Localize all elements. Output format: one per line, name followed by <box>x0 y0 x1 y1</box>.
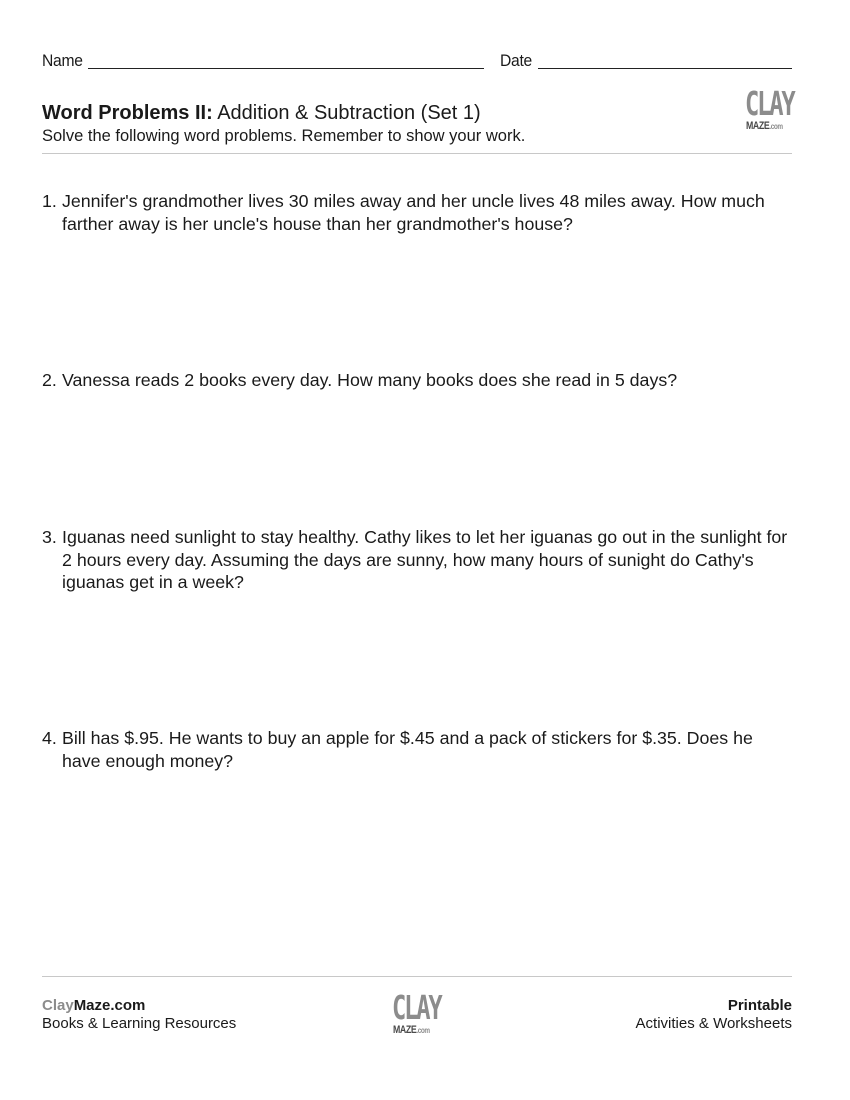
name-label: Name <box>42 51 83 70</box>
brand-clay: Clay <box>42 997 74 1014</box>
footer-left <box>42 997 236 1033</box>
date-label: Date <box>500 51 532 70</box>
question-item <box>42 369 794 392</box>
logo-suffix: .com <box>769 122 783 131</box>
logo-suffix: .com <box>416 1026 430 1035</box>
question-number: 4. <box>42 728 57 748</box>
question-number: 2. <box>42 370 57 390</box>
footer-divider <box>42 976 792 977</box>
question-text: Bill has $.95. He wants to buy an apple for $.45 and a pack of stickers for $.35. Does he have enough money? <box>62 728 753 771</box>
claymaze-logo <box>745 84 794 133</box>
name-date-row <box>42 50 792 72</box>
footer-logo <box>392 988 441 1037</box>
logo-maze-text: MAZE.com <box>746 120 783 132</box>
instructions: Solve the following word problems. Remember to show your work. <box>42 127 526 145</box>
question-item <box>42 727 794 772</box>
brand-maze: Maze.com <box>73 997 146 1014</box>
title-rest: Addition & Subtraction (Set 1) <box>212 102 481 124</box>
footer-tagline: Books & Learning Resources <box>42 1015 237 1032</box>
footer-activities: Activities & Worksheets <box>635 1015 792 1032</box>
question-text: Jennifer's grandmother lives 30 miles away and her uncle lives 48 miles away. How much farther away is her uncle's house than her grandmother's house? <box>62 191 765 234</box>
question-item <box>42 526 794 594</box>
header-divider <box>42 153 792 154</box>
name-field-line[interactable] <box>88 68 484 69</box>
page-title <box>42 101 722 125</box>
question-number: 3. <box>42 527 57 547</box>
question-text: Iguanas need sunlight to stay healthy. Cathy likes to let her iguanas go out in the sunlight for 2 hours every day. Assuming the days are sunny, how many hours of sunight do Cathy's iguanas get in a week? <box>62 527 788 592</box>
footer-right <box>636 997 792 1033</box>
logo-maze-text: MAZE.com <box>393 1024 430 1036</box>
worksheet-heading <box>42 101 722 146</box>
question-text: Vanessa reads 2 books every day. How many books does she read in 5 days? <box>62 370 678 390</box>
footer-brand[interactable] <box>42 997 236 1015</box>
logo-clay-text: CLAY <box>745 84 794 123</box>
date-field-line[interactable] <box>538 68 792 69</box>
question-item <box>42 190 794 235</box>
question-number: 1. <box>42 191 57 211</box>
logo-clay-text: CLAY <box>392 988 441 1027</box>
title-bold: Word Problems II: <box>42 102 213 124</box>
footer-printable: Printable <box>727 997 792 1014</box>
